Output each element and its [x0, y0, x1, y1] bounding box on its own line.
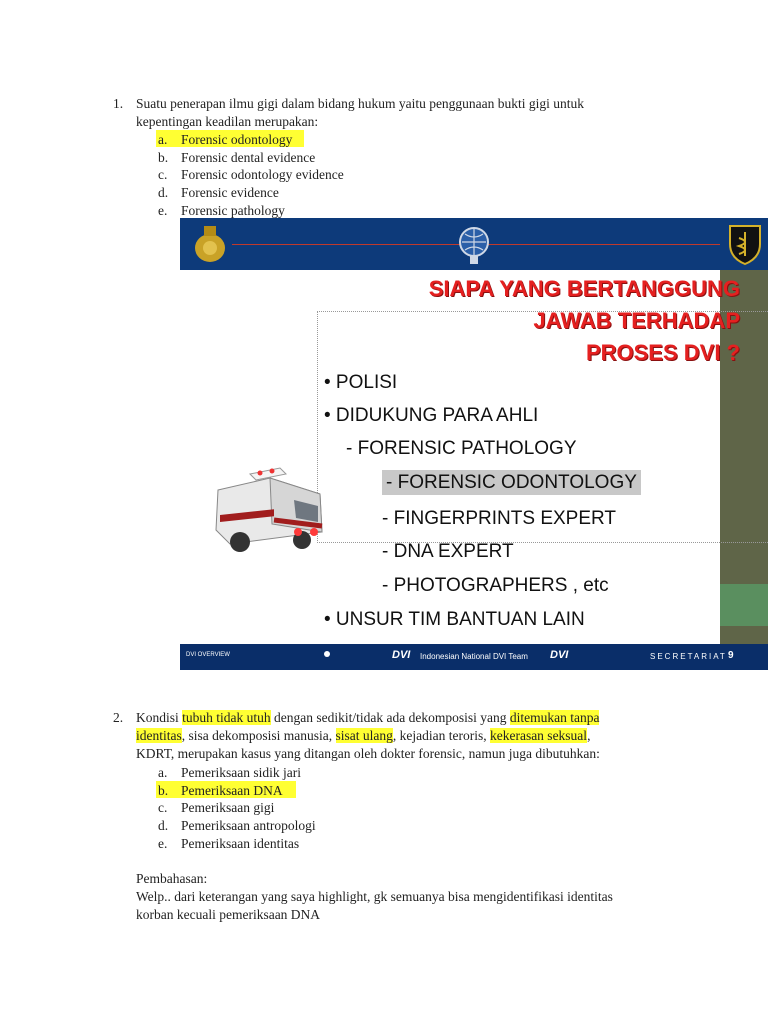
- q2-l2-h3: kekerasan seksual: [489, 728, 588, 743]
- pembahasan-heading: Pembahasan:: [136, 871, 208, 886]
- q2-l2-h1: identitas: [136, 728, 182, 743]
- q2-text-line1: [136, 709, 599, 726]
- slide-sub-forensic-pathology: - FORENSIC PATHOLOGY: [346, 438, 577, 459]
- q1-number: 1.: [113, 96, 124, 111]
- q2-number: 2.: [113, 710, 124, 725]
- slide-footer-left: DVI OVERVIEW: [186, 652, 230, 658]
- q1-text-line1: Suatu penerapan ilmu gigi dalam bidang hukum yaitu penggunaan bukti gigi untuk: [136, 96, 585, 111]
- slide-footer-secretariat: SECRETARIAT: [650, 652, 727, 661]
- q1-option-e-letter: e.: [158, 203, 168, 218]
- slide-footer-logo-1: DVI: [392, 649, 411, 661]
- q2-l1-h1: tubuh tidak utuh: [182, 710, 271, 725]
- medical-emblem-icon: [726, 222, 764, 266]
- q2-option-a-text: Pemeriksaan sidik jari: [181, 765, 301, 780]
- q2-option-c-letter: c.: [158, 800, 168, 815]
- slide-bullet-unsur: • UNSUR TIM BANTUAN LAIN: [324, 609, 585, 630]
- q1-option-a-text: Forensic odontology: [181, 132, 293, 147]
- slide-bullet-polisi: • POLISI: [324, 372, 398, 393]
- q2-option-e-text: Pemeriksaan identitas: [181, 836, 300, 851]
- q2-option-b-text: Pemeriksaan DNA: [181, 783, 283, 798]
- q1-option-b-text: Forensic dental evidence: [181, 150, 316, 165]
- q2-l1-t1: Kondisi: [136, 710, 183, 725]
- q2-l1-t2: dengan sedikit/tidak ada dekomposisi yang: [270, 710, 510, 725]
- slide-title-line3: PROSES DVI ?: [585, 340, 740, 365]
- q1-option-a-letter-top: a.: [158, 132, 168, 147]
- pembahasan-line1: Welp.. dari keterangan yang saya highlight, gk semuanya bisa mengidentifikasi identitas: [136, 889, 613, 904]
- q2-option-c-text: Pemeriksaan gigi: [181, 800, 275, 815]
- q2-l2-t1: , sisa dekomposisi manusia,: [181, 728, 336, 743]
- q1-text-line2: kepentingan keadilan merupakan:: [136, 114, 319, 129]
- q1-option-c-letter: c.: [158, 167, 168, 182]
- q2-l2-t3: ,: [587, 728, 591, 743]
- slide-title-line1: SIAPA YANG BERTANGGUNG: [428, 276, 740, 301]
- q2-text-line2: [136, 727, 590, 744]
- slide-sub-forensic-odontology: [382, 472, 641, 494]
- slide-footer-bar: [180, 644, 768, 670]
- slide-footer-logo-2: DVI: [550, 649, 569, 661]
- q2-option-b-letter: b.: [158, 783, 169, 798]
- q2-l1-h2: ditemukan tanpa: [509, 710, 600, 725]
- q2-option-e-letter: e.: [158, 836, 168, 851]
- ambulance-icon: [210, 460, 330, 560]
- slide-header-bar: [180, 218, 768, 270]
- slide-footer-team: Indonesian National DVI Team: [420, 652, 528, 661]
- q1-option-d-text: Forensic evidence: [181, 185, 279, 200]
- q1-option-b-letter: b.: [158, 150, 169, 165]
- q2-text-line3: KDRT, merupakan kasus yang ditangan oleh dokter forensic, namun juga dibutuhkan:: [136, 746, 600, 761]
- slide-sub-fingerprints: - FINGERPRINTS EXPERT: [382, 508, 617, 529]
- dvi-slide: [180, 218, 768, 670]
- slide-sub-dna: - DNA EXPERT: [382, 541, 514, 562]
- interpol-globe-icon: [456, 222, 492, 266]
- q2-option-d-text: Pemeriksaan antropologi: [181, 818, 316, 833]
- police-emblem-icon: [190, 222, 230, 266]
- pembahasan-line2: korban kecuali pemeriksaan DNA: [136, 907, 321, 922]
- slide-side-accent: [720, 584, 768, 626]
- q1-option-c-text: Forensic odontology evidence: [181, 167, 344, 182]
- slide-footer-page: 9: [728, 650, 734, 661]
- slide-bullet-didukung: • DIDUKUNG PARA AHLI: [324, 405, 539, 426]
- q1-option-e-text: Forensic pathology: [181, 203, 285, 218]
- slide-odontology-highlight: - FORENSIC ODONTOLOGY: [382, 470, 641, 495]
- q2-l2-h2: sisat ulang: [335, 728, 393, 743]
- q2-option-d-letter: d.: [158, 818, 169, 833]
- q1-option-d-letter: d.: [158, 185, 169, 200]
- q2-option-a-letter: a.: [158, 765, 168, 780]
- q2-l2-t2: , kejadian teroris,: [392, 728, 490, 743]
- slide-sub-photographers: - PHOTOGRAPHERS , etc: [382, 575, 609, 596]
- slide-footer-dot: [324, 651, 330, 657]
- slide-title-line2: JAWAB TERHADAP: [533, 308, 740, 333]
